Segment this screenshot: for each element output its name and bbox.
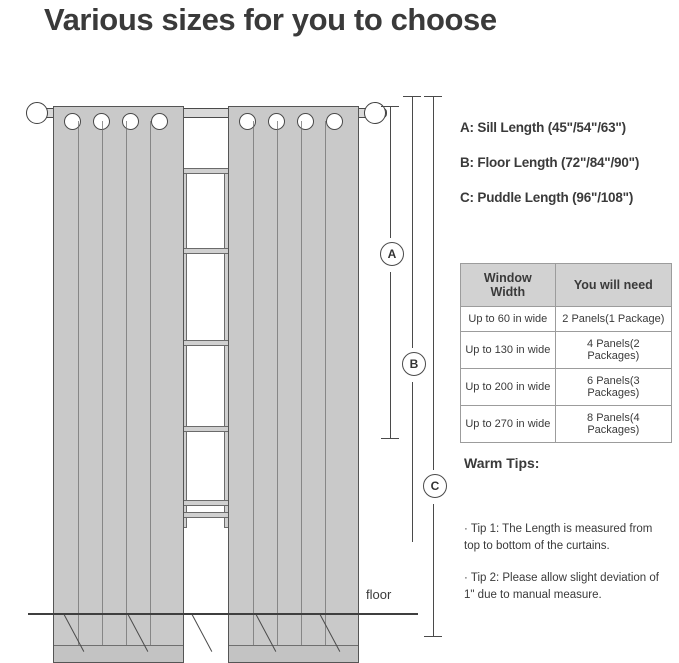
- warm-tip-1-text: Tip 1: The Length is measured from top to bottom of the curtains.: [464, 523, 653, 552]
- curtain-diagram: [0, 60, 450, 635]
- table-row: [461, 406, 672, 443]
- legend-item-c: C: Puddle Length (96"/108"): [460, 190, 634, 205]
- grommet-icon: [326, 113, 343, 130]
- badge-b: B: [402, 352, 426, 376]
- window-rail-3: [182, 340, 229, 346]
- badge-a: A: [380, 242, 404, 266]
- floor-label: floor: [366, 587, 392, 602]
- window-rail-5: [182, 500, 229, 506]
- grommet-icon: [122, 113, 139, 130]
- floor-line: [28, 613, 418, 615]
- curtain-fold: [78, 121, 79, 654]
- curtain-hem: [54, 645, 183, 662]
- grommet-icon: [297, 113, 314, 130]
- curtain-fold: [253, 121, 254, 654]
- curtain-panel-left: [53, 106, 184, 663]
- cell-you-will-need: 8 Panels(4 Packages): [555, 406, 671, 443]
- legend-item-b: B: Floor Length (72"/84"/90"): [460, 155, 640, 170]
- cell-window-width: Up to 130 in wide: [461, 332, 556, 369]
- window-rail-2: [182, 248, 229, 254]
- curtain-fold: [301, 121, 302, 654]
- warm-tip-2: [464, 570, 669, 603]
- floorboard: [191, 614, 212, 652]
- measure-cap-c-top: [424, 96, 442, 97]
- bullet-icon: ·: [464, 572, 468, 584]
- window-sill: [182, 512, 229, 518]
- window-rail-4: [182, 426, 229, 432]
- curtain-fold: [277, 121, 278, 654]
- warm-tip-2-text: Tip 2: Please allow slight deviation of 1" due to manual measure.: [464, 572, 659, 601]
- cell-you-will-need: 2 Panels(1 Package): [555, 307, 671, 332]
- column-header-you-will-need: You will need: [555, 264, 671, 307]
- table-row: [461, 332, 672, 369]
- table-header-row: [461, 264, 672, 307]
- measure-line-a-lower: [390, 272, 391, 438]
- measure-line-c-upper: [433, 96, 434, 470]
- curtain-fold: [102, 121, 103, 654]
- column-header-window-width: Window Width: [461, 264, 556, 307]
- size-guide-table: [460, 263, 672, 443]
- cell-window-width: Up to 270 in wide: [461, 406, 556, 443]
- measure-line-a-upper: [390, 106, 391, 238]
- badge-c: C: [423, 474, 447, 498]
- window-top-rail: [182, 168, 229, 174]
- measure-cap-b-top: [403, 96, 421, 97]
- bullet-icon: ·: [464, 523, 468, 535]
- legend-item-a: A: Sill Length (45"/54"/63"): [460, 120, 626, 135]
- measure-line-b-upper: [412, 96, 413, 348]
- length-legend: [460, 120, 675, 225]
- grommet-icon: [151, 113, 168, 130]
- cell-you-will-need: 6 Panels(3 Packages): [555, 369, 671, 406]
- window-frame: [182, 168, 229, 528]
- warm-tip-1: [464, 521, 669, 554]
- page-title: Various sizes for you to choose: [44, 2, 497, 37]
- measure-cap-a-bottom: [381, 438, 399, 439]
- measure-line-b-lower: [412, 382, 413, 542]
- curtain-fold: [126, 121, 127, 654]
- curtain-fold: [150, 121, 151, 654]
- measure-cap-c-bottom: [424, 636, 442, 637]
- table-row: [461, 307, 672, 332]
- rod-finial-left-icon: [26, 102, 48, 124]
- cell-window-width: Up to 60 in wide: [461, 307, 556, 332]
- cell-you-will-need: 4 Panels(2 Packages): [555, 332, 671, 369]
- curtain-panel-right: [228, 106, 359, 663]
- curtain-fold: [325, 121, 326, 654]
- warm-tips-heading: Warm Tips:: [464, 455, 540, 471]
- cell-window-width: Up to 200 in wide: [461, 369, 556, 406]
- measure-cap-a-top: [381, 106, 399, 107]
- measure-line-c-lower: [433, 504, 434, 636]
- table-row: [461, 369, 672, 406]
